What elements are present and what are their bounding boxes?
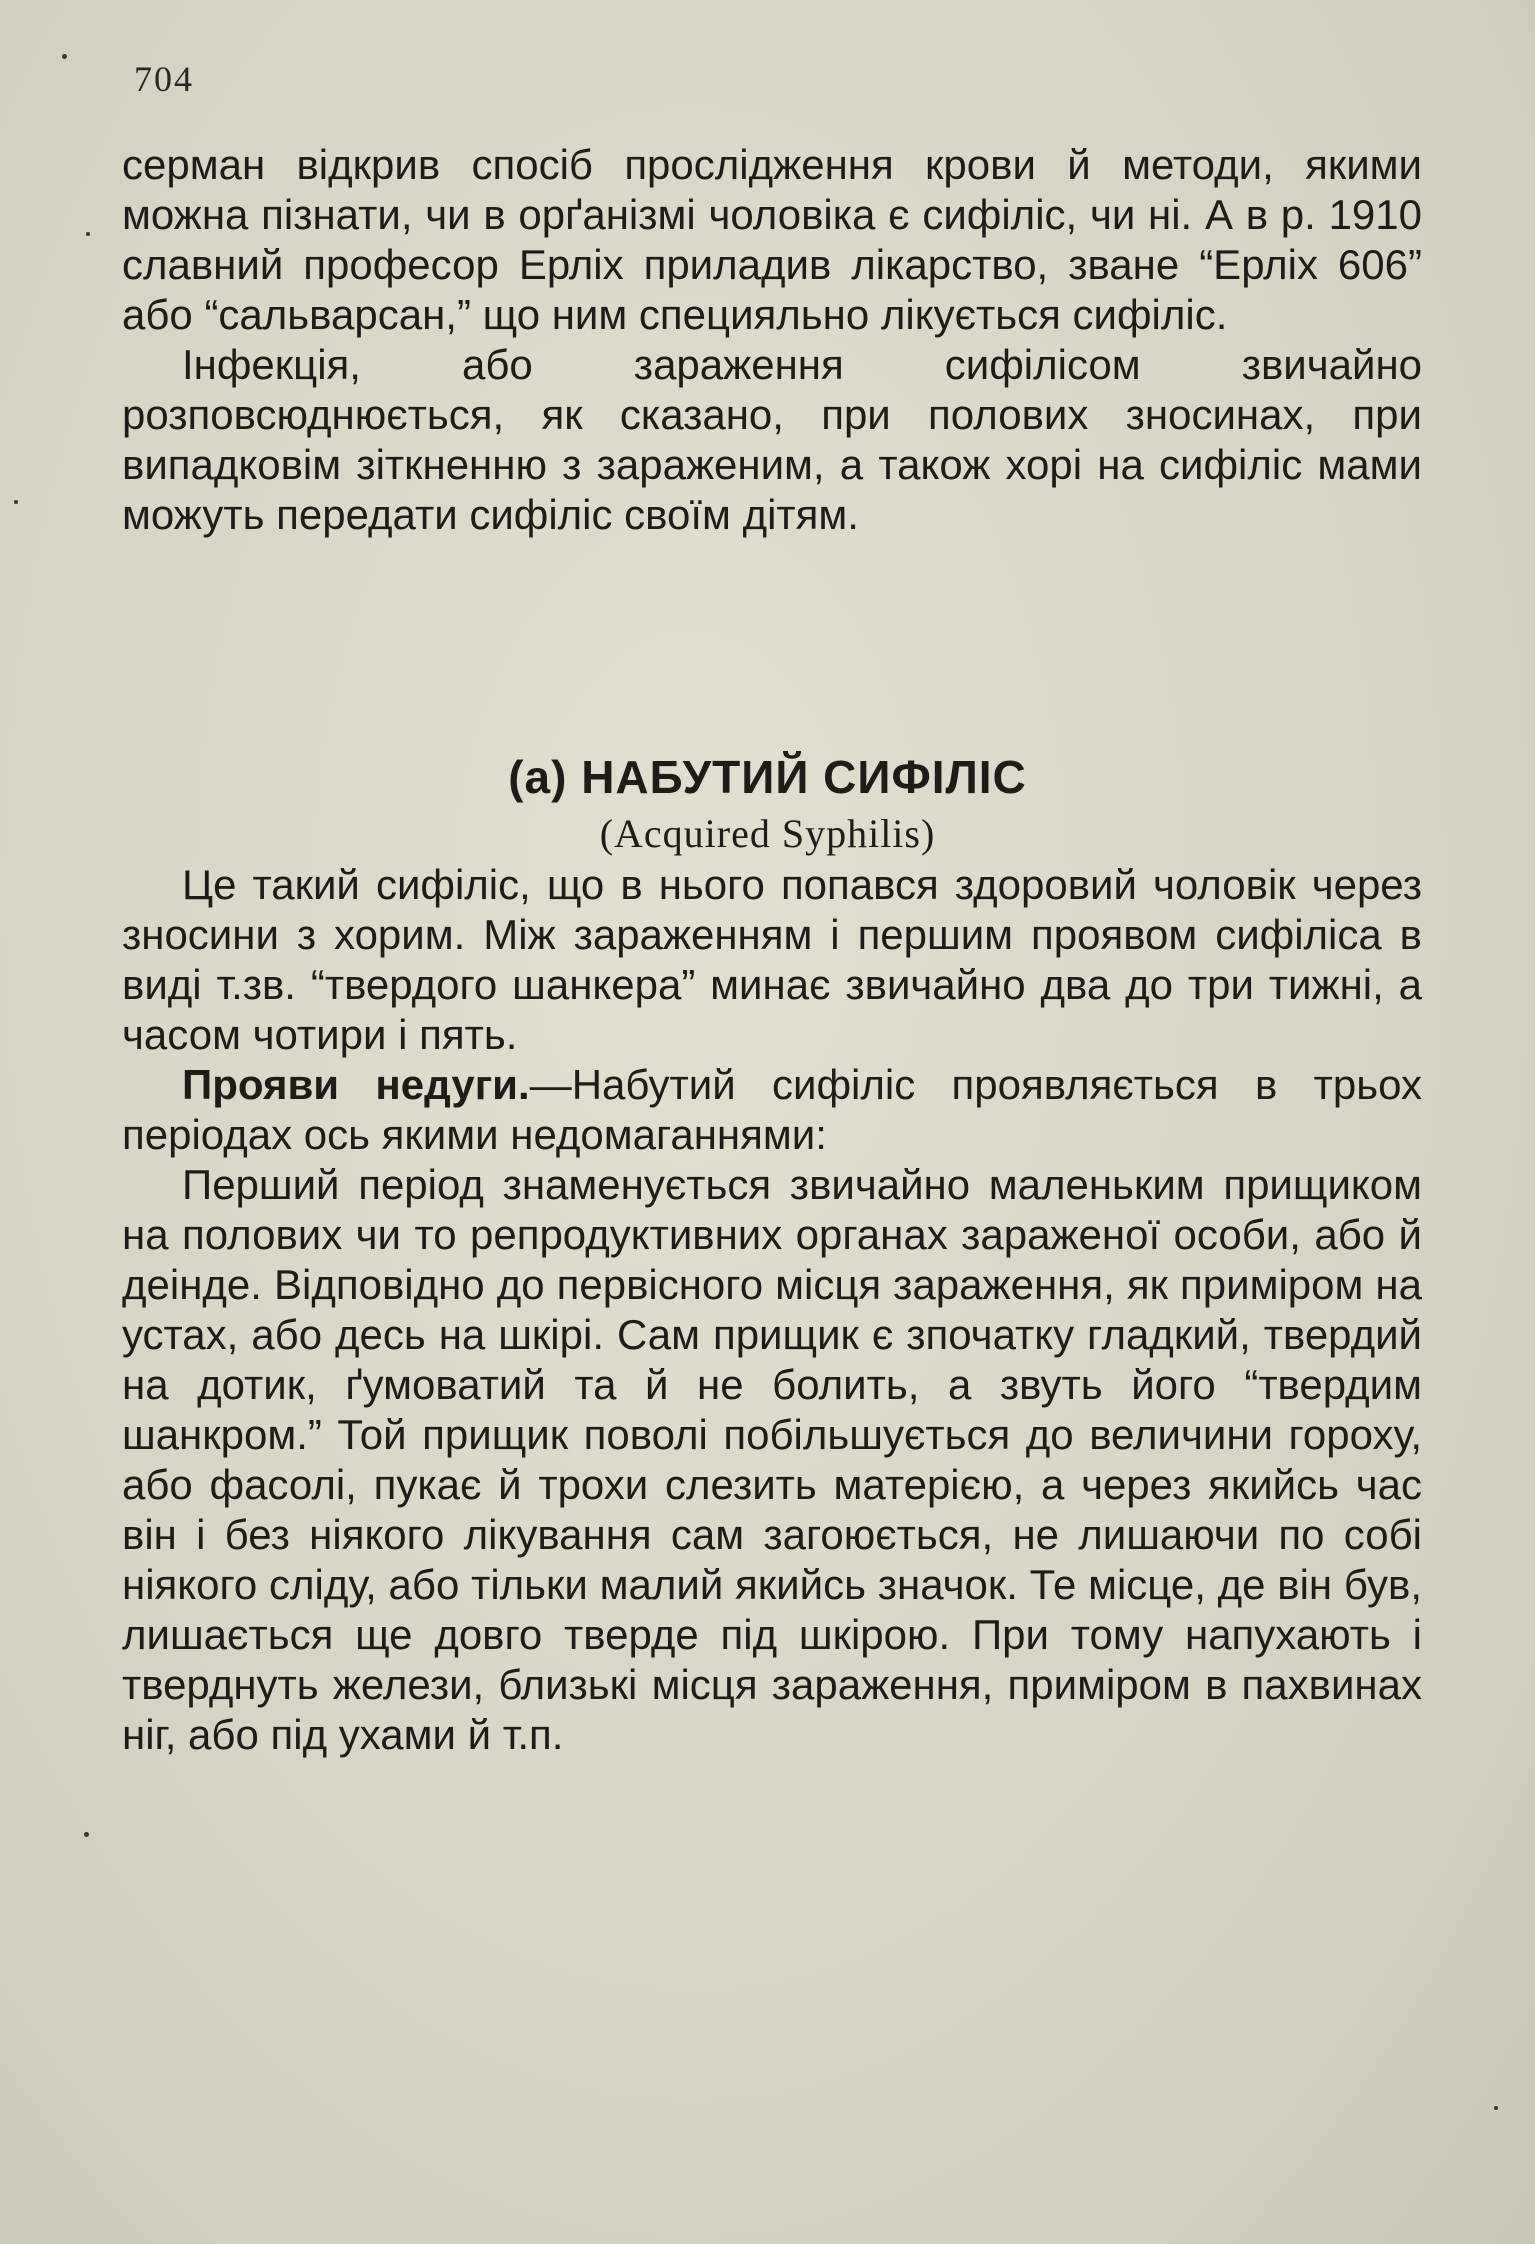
section-heading: (а) НАБУТИЙ СИФІЛІС (508, 751, 1027, 803)
paper-speck (62, 54, 67, 59)
paragraph-definition: Це такий сифіліс, що в нього попався здоровий чоловік через зносини з хорим. Між зараженням і першим проявом сифіліса в виді т.зв. “твердого шанкера” минає звичайно два до три тижні, а часом чотири і пять. (122, 861, 1422, 1058)
text-block-top (122, 140, 1422, 540)
paper-speck (14, 500, 18, 504)
paragraph-symptoms (122, 1060, 1422, 1160)
symptoms-run-in-heading: Прояви недуги. (182, 1061, 530, 1108)
paragraph-infection: Інфекція, або зараження сифілісом звичайно розповсюднюється, як сказано, при полових зносинах, при випадковім зіткненню з зараженим, а також хорі на сифіліс мами можуть передати сифіліс своїм дітям. (122, 341, 1422, 538)
paragraph-continued: серман відкрив спосіб прослідження крови й методи, якими можна пізнати, чи в орґанізмі чоловіка є сифіліс, чи ні. А в р. 1910 славний професор Ерліх приладив лікарство, зване “Ерліх 606” або “сальварсан,” що ним специяльно лікується сифіліс. (122, 141, 1422, 338)
paragraph-first-period: Перший період знаменується звичайно маленьким прищиком на полових чи то репродуктивних органах зараженої особи, або й деінде. Відповідно до первісного місця зараження, як приміром на устах, або десь на шкірі. Сам прищик є зпочатку гладкий, твердий на дотик, ґумоватий та й не болить, а звуть його “твердим шанкром.” Той прищик поволі побільшується до величини гороху, або фасолі, пукає й трохи слезить матерією, а через якийсь час він і без ніякого лікування сам загоюється, не лишаючи по собі ніякого сліду, або тільки малий якийсь значок. Те місце, де він був, лишається ще довго тверде під шкірою. При тому напухають і тверднуть желези, близькі місця зараження, приміром в пахвинах ніг, або під ухами й т.п. (122, 1161, 1422, 1758)
section-subheading: (Acquired Syphilis) (599, 811, 936, 856)
paper-speck (1494, 2106, 1498, 2110)
page-number: 704 (134, 59, 194, 99)
paper-speck (84, 1832, 89, 1837)
paper-speck (86, 232, 90, 236)
text-block-bottom (122, 860, 1422, 1760)
symptoms-text: —Набутий сифіліс проявляється в трьох періодах ось якими недомаганнями: (122, 1061, 1422, 1158)
